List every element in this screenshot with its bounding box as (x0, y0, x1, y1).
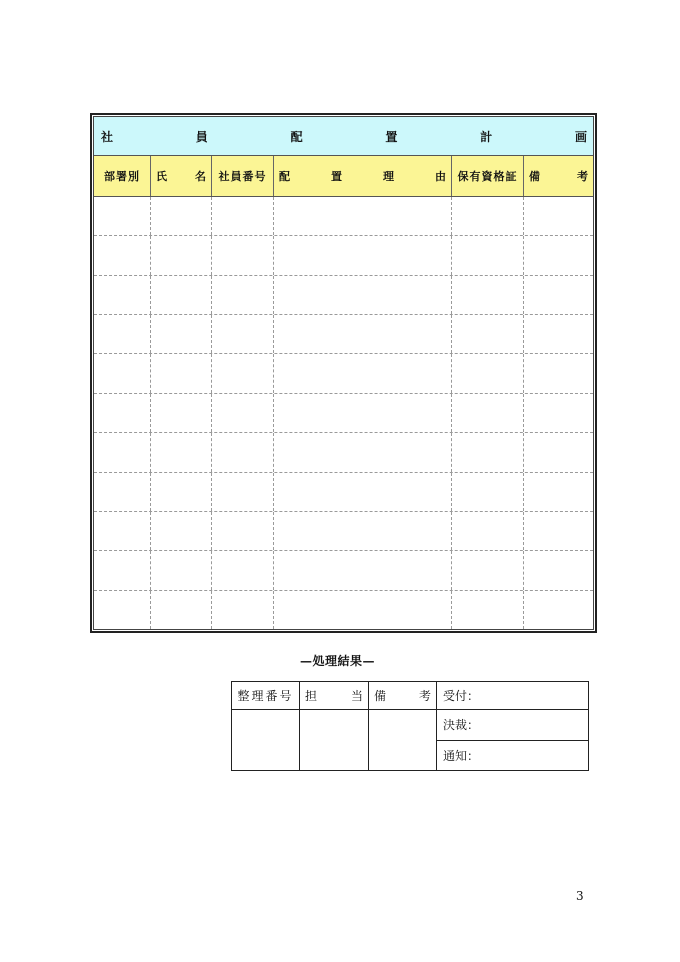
cell-qualifications[interactable] (452, 315, 524, 353)
header-placement-reason: 配 置 理 由 (274, 156, 452, 196)
cell-remarks[interactable] (524, 236, 593, 274)
approval-field[interactable]: 決裁： (437, 710, 588, 741)
table-row (94, 512, 593, 551)
cell-department[interactable] (94, 591, 151, 629)
cell-placement-reason[interactable] (274, 473, 452, 511)
cell-name[interactable] (151, 236, 212, 274)
cell-department[interactable] (94, 394, 151, 432)
table-row (94, 354, 593, 393)
cell-placement-reason[interactable] (274, 197, 452, 235)
cell-qualifications[interactable] (452, 591, 524, 629)
cell-name[interactable] (151, 512, 212, 550)
cell-placement-reason[interactable] (274, 236, 452, 274)
cell-file-number[interactable] (232, 710, 300, 770)
cell-remarks[interactable] (524, 473, 593, 511)
title-char: 配 (290, 129, 303, 144)
table-row (94, 394, 593, 433)
cell-name[interactable] (151, 197, 212, 235)
cell-qualifications[interactable] (452, 512, 524, 550)
cell-placement-reason[interactable] (274, 276, 452, 314)
cell-qualifications[interactable] (452, 276, 524, 314)
cell-remarks[interactable] (524, 394, 593, 432)
cell-employee-number[interactable] (212, 236, 274, 274)
cell-employee-number[interactable] (212, 433, 274, 471)
table-row (94, 551, 593, 590)
title-char: 計 (480, 129, 493, 144)
cell-remarks[interactable] (524, 551, 593, 589)
title-char: 員 (195, 129, 208, 144)
cell-remarks[interactable] (524, 433, 593, 471)
cell-employee-number[interactable] (212, 591, 274, 629)
table-row (94, 276, 593, 315)
header-result-remarks: 備 考 (369, 682, 437, 710)
staff-placement-table (90, 113, 597, 633)
cell-qualifications[interactable] (452, 394, 524, 432)
cell-employee-number[interactable] (212, 276, 274, 314)
cell-employee-number[interactable] (212, 512, 274, 550)
cell-name[interactable] (151, 394, 212, 432)
cell-name[interactable] (151, 473, 212, 511)
title-char: 画 (574, 129, 587, 144)
cell-person-in-charge[interactable] (300, 710, 369, 770)
title-char: 置 (385, 129, 398, 144)
approval-column (437, 682, 588, 770)
cell-remarks[interactable] (524, 512, 593, 550)
column-header-row (94, 156, 593, 197)
table-body (94, 197, 593, 629)
cell-employee-number[interactable] (212, 551, 274, 589)
cell-department[interactable] (94, 433, 151, 471)
cell-department[interactable] (94, 276, 151, 314)
staff-placement-table-inner (93, 116, 594, 630)
cell-employee-number[interactable] (212, 197, 274, 235)
cell-name[interactable] (151, 591, 212, 629)
cell-qualifications[interactable] (452, 433, 524, 471)
cell-placement-reason[interactable] (274, 591, 452, 629)
cell-remarks[interactable] (524, 591, 593, 629)
header-file-number: 整理番号 (232, 682, 300, 710)
cell-department[interactable] (94, 354, 151, 392)
cell-department[interactable] (94, 236, 151, 274)
cell-employee-number[interactable] (212, 315, 274, 353)
table-title (94, 117, 593, 156)
cell-employee-number[interactable] (212, 473, 274, 511)
table-row (94, 433, 593, 472)
cell-department[interactable] (94, 473, 151, 511)
header-name: 氏 名 (151, 156, 212, 196)
cell-placement-reason[interactable] (274, 433, 452, 471)
cell-remarks[interactable] (524, 354, 593, 392)
cell-name[interactable] (151, 276, 212, 314)
cell-placement-reason[interactable] (274, 512, 452, 550)
cell-qualifications[interactable] (452, 473, 524, 511)
cell-name[interactable] (151, 433, 212, 471)
header-employee-number: 社員番号 (212, 156, 274, 196)
header-remarks: 備 考 (529, 170, 588, 183)
table-row (94, 236, 593, 275)
table-row (94, 315, 593, 354)
cell-qualifications[interactable] (452, 236, 524, 274)
header-qualifications: 保有資格証 (452, 156, 524, 196)
cell-placement-reason[interactable] (274, 394, 452, 432)
cell-employee-number[interactable] (212, 394, 274, 432)
table-row (94, 591, 593, 629)
notification-field[interactable]: 通知： (443, 748, 480, 763)
processing-result-title: —処理結果— (300, 654, 376, 668)
cell-qualifications[interactable] (452, 354, 524, 392)
cell-name[interactable] (151, 315, 212, 353)
cell-placement-reason[interactable] (274, 551, 452, 589)
cell-qualifications[interactable] (452, 551, 524, 589)
cell-result-remarks[interactable] (369, 710, 437, 770)
cell-remarks[interactable] (524, 315, 593, 353)
cell-remarks[interactable] (524, 276, 593, 314)
cell-department[interactable] (94, 512, 151, 550)
header-person-in-charge: 担 当 (300, 682, 369, 710)
cell-placement-reason[interactable] (274, 354, 452, 392)
header-department: 部署別 (94, 156, 151, 196)
received-field[interactable]: 受付： (437, 682, 588, 710)
cell-department[interactable] (94, 315, 151, 353)
cell-name[interactable] (151, 551, 212, 589)
cell-department[interactable] (94, 551, 151, 589)
table-row (94, 197, 593, 236)
title-char: 社 (101, 129, 114, 144)
cell-name[interactable] (151, 354, 212, 392)
page-number: 3 (576, 889, 584, 903)
cell-qualifications[interactable] (452, 197, 524, 235)
processing-result-table (231, 681, 589, 771)
cell-remarks[interactable] (524, 197, 593, 235)
cell-placement-reason[interactable] (274, 315, 452, 353)
cell-employee-number[interactable] (212, 354, 274, 392)
cell-department[interactable] (94, 197, 151, 235)
table-row (94, 473, 593, 512)
